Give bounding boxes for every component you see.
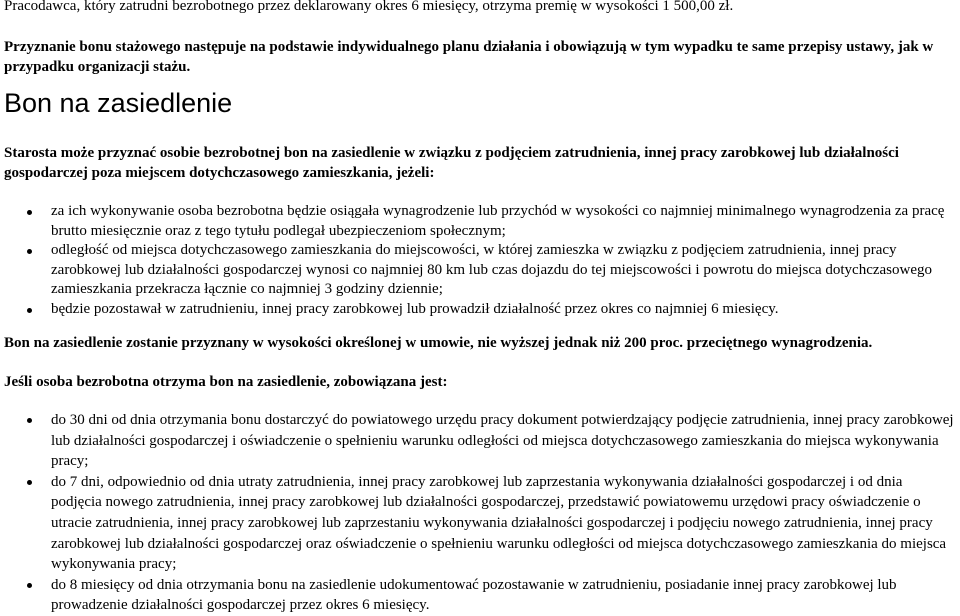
list-item bbox=[0, 241, 960, 300]
list-item bbox=[0, 300, 960, 320]
section-heading: Bon na zasiedlenie bbox=[4, 88, 233, 118]
bullet-dot-icon bbox=[27, 480, 32, 485]
internship-bonus-paragraph: Przyznanie bonu stażowego następuje na podstawie indywidualnego planu działania i obowiązują w tym wypadku te same przepisy ustawy, jak w przypadku organizacji stażu. bbox=[4, 39, 934, 75]
obligation-text: do 30 dni od dnia otrzymania bonu dostarczyć do powiatowego urzędu pracy dokument potwierdzający podjęcie zatrudnienia, innej pracy zarobkowej lub działalności gospodarczej i oświadczenie o spełnieniu warunku odległości od miejsca dotychczasowego zamieszkania do miejsca wykonywania pracy; bbox=[51, 412, 954, 470]
section-lead-paragraph: Starosta może przyznać osobie bezrobotnej bon na zasiedlenie w związku z podjęciem zatrudnienia, innej pracy zarobkowej lub działalności gospodarczej poza miejscem dotychczasowego zamieszkania, jeżeli: bbox=[4, 145, 899, 181]
condition-text: będzie pozostawał w zatrudnieniu, innej pracy zarobkowej lub prowadził działalność przez okres co najmniej 6 miesięcy. bbox=[51, 300, 779, 317]
bullet-dot-icon bbox=[27, 210, 32, 215]
list-item bbox=[0, 410, 960, 472]
list-item bbox=[0, 202, 960, 241]
bullet-dot-icon bbox=[27, 308, 32, 313]
employer-bonus-paragraph: Pracodawca, który zatrudni bezrobotnego przez deklarowany okres 6 miesięcy, otrzyma premię w wysokości 1 500,00 zł. bbox=[4, 0, 734, 14]
obligations-list bbox=[0, 410, 960, 616]
bullet-dot-icon bbox=[27, 583, 32, 588]
conditions-list bbox=[0, 202, 960, 319]
list-item bbox=[0, 472, 960, 575]
condition-text: odległość od miejsca dotychczasowego zamieszkania do miejscowości, w której zamieszka w związku z podjęciem zatrudnienia, innej pracy zarobkowej lub działalności gospodarczej wynosi co najmniej 80 km lub czas dojazdu do tej miejscowości i powrotu do miejsca dotychczasowego zamieszkania przekracza łącznie co najmniej 3 godziny dziennie; bbox=[51, 242, 933, 297]
condition-text: za ich wykonywanie osoba bezrobotna będzie osiągała wynagrodzenie lub przychód w wysokości co najmniej minimalnego wynagrodzenia za pracę brutto miesięcznie oraz z tego tytułu podlegał ubezpieczeniom społecznym; bbox=[51, 203, 945, 239]
list-item bbox=[0, 575, 960, 616]
bullet-dot-icon bbox=[27, 249, 32, 254]
amount-note-paragraph: Bon na zasiedlenie zostanie przyznany w wysokości określonej w umowie, nie wyższej jednak niż 200 proc. przeciętnego wynagrodzenia. bbox=[4, 335, 873, 351]
bullet-dot-icon bbox=[27, 418, 32, 423]
obligation-text: do 7 dni, odpowiednio od dnia utraty zatrudnienia, innej pracy zarobkowej lub zaprzestania wykonywania działalności gospodarczej i od dnia podjęcia nowego zatrudnienia, innej pracy zarobkowej lub działalności gospodarczej, przedstawić powiatowemu urzędowi pracy oświadczenie o utracie zatrudnienia, innej pracy zarobkowej lub zaprzestaniu wykonywania działalności gospodarczej i podjęciu nowego zatrudnienia, innej pracy zarobkowej lub działalności gospodarczej oraz oświadczenie o spełnieniu warunku odległości od miejsca dotychczasowego zamieszkania do miejsca wykonywania pracy; bbox=[51, 473, 947, 573]
obligations-lead-paragraph: Jeśli osoba bezrobotna otrzyma bon na zasiedlenie, zobowiązana jest: bbox=[4, 374, 448, 390]
obligation-text: do 8 miesięcy od dnia otrzymania bonu na zasiedlenie udokumentować pozostawanie w zatrudnieniu, posiadanie innej pracy zarobkowej lub prowadzenie działalności gospodarczej przez okres 6 miesięcy. bbox=[51, 576, 897, 614]
